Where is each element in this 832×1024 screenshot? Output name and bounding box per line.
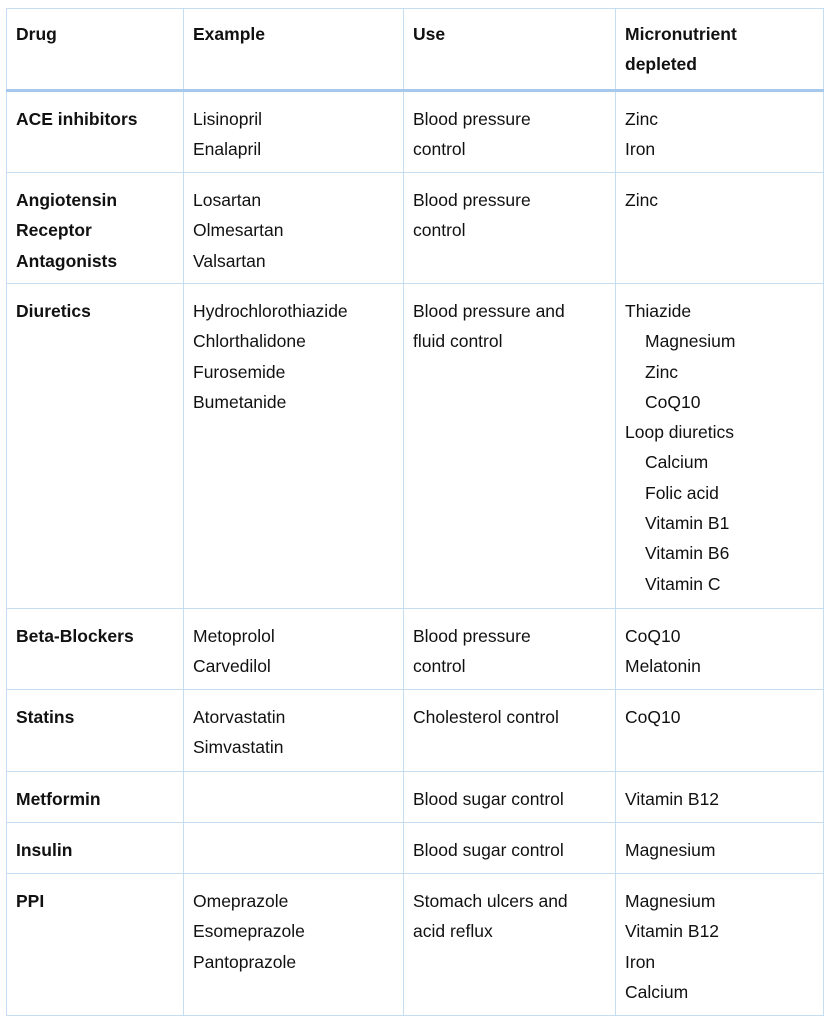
micronutrient-subitem: Vitamin B6	[645, 543, 730, 564]
cell-drug	[7, 173, 184, 284]
use-line: Cholesterol control	[413, 707, 559, 727]
cell-example	[184, 823, 404, 874]
use-line: control	[413, 139, 466, 160]
drug-line: Angiotensin	[16, 190, 118, 210]
cell-use	[404, 690, 616, 772]
micronutrient-item: CoQ10	[625, 626, 681, 646]
micronutrient-item: Iron	[625, 139, 656, 160]
cell-use	[404, 772, 616, 823]
micronutrient-item: Magnesium	[625, 840, 716, 860]
table-row	[7, 874, 824, 1016]
cell-drug	[7, 772, 184, 823]
use-line: Blood sugar control	[413, 840, 564, 860]
micronutrient-item: Magnesium	[625, 891, 716, 911]
cell-micronutrient	[616, 690, 824, 772]
drug-line: Antagonists	[16, 250, 118, 271]
cell-drug	[7, 690, 184, 772]
table-row	[7, 284, 824, 609]
use-line: Blood pressure	[413, 190, 531, 210]
micronutrient-item: Melatonin	[625, 656, 701, 677]
micronutrient-item: Loop diuretics	[625, 422, 734, 443]
cell-use	[404, 284, 616, 609]
header-micronutrient-line: Micronutrient	[625, 24, 737, 44]
micronutrient-subitem: Vitamin B1	[645, 513, 730, 534]
example-line: Atorvastatin	[193, 707, 286, 727]
example-line: Lisinopril	[193, 109, 263, 129]
table-row	[7, 823, 824, 874]
example-line: Metoprolol	[193, 626, 275, 646]
cell-use	[404, 173, 616, 284]
drug-line: Insulin	[16, 840, 73, 860]
cell-micronutrient	[616, 823, 824, 874]
header-use: Use	[404, 9, 616, 91]
micronutrient-subitem: Zinc	[645, 361, 679, 382]
use-line: Stomach ulcers and	[413, 891, 568, 911]
example-line: Valsartan	[193, 250, 266, 271]
drug-line: Beta-Blockers	[16, 626, 134, 646]
micronutrient-item: Iron	[625, 951, 656, 972]
example-line: Simvastatin	[193, 737, 284, 758]
cell-use	[404, 823, 616, 874]
micronutrient-item: Vitamin B12	[625, 921, 720, 942]
micronutrient-item: Vitamin B12	[625, 789, 720, 809]
cell-drug	[7, 874, 184, 1016]
example-line: Omeprazole	[193, 891, 289, 911]
table-row	[7, 772, 824, 823]
header-micronutrient	[616, 9, 824, 91]
table-row	[7, 91, 824, 173]
table-row	[7, 609, 824, 690]
cell-micronutrient	[616, 284, 824, 609]
cell-micronutrient	[616, 609, 824, 690]
cell-drug	[7, 284, 184, 609]
example-line: Bumetanide	[193, 391, 287, 412]
drug-line: ACE inhibitors	[16, 109, 138, 129]
table-header-row	[7, 9, 824, 91]
cell-example	[184, 284, 404, 609]
cell-drug	[7, 609, 184, 690]
cell-drug	[7, 823, 184, 874]
example-line: Olmesartan	[193, 220, 284, 241]
micronutrient-item: CoQ10	[625, 707, 681, 727]
micronutrient-subitem: CoQ10	[645, 391, 701, 412]
cell-micronutrient	[616, 874, 824, 1016]
cell-example	[184, 772, 404, 823]
use-line: Blood pressure	[413, 109, 531, 129]
example-line: Furosemide	[193, 361, 286, 382]
example-line: Enalapril	[193, 139, 262, 160]
example-line: Pantoprazole	[193, 951, 297, 972]
drug-line: Statins	[16, 707, 75, 727]
cell-use	[404, 91, 616, 173]
micronutrient-item: Zinc	[625, 109, 659, 129]
example-line: Esomeprazole	[193, 921, 305, 942]
use-line: control	[413, 220, 466, 241]
cell-micronutrient	[616, 91, 824, 173]
micronutrient-subitem: Magnesium	[645, 331, 736, 352]
use-line: fluid control	[413, 331, 503, 352]
micronutrient-subitem: Calcium	[645, 452, 709, 473]
micronutrient-subitem: Folic acid	[645, 482, 719, 503]
cell-use	[404, 874, 616, 1016]
micronutrient-subitem: Vitamin C	[645, 573, 721, 594]
drug-micronutrient-table	[6, 8, 824, 1016]
micronutrient-item: Zinc	[625, 190, 659, 210]
cell-example	[184, 173, 404, 284]
use-line: acid reflux	[413, 921, 493, 942]
use-line: Blood sugar control	[413, 789, 564, 809]
header-drug: Drug	[7, 9, 184, 91]
use-line: Blood pressure and	[413, 301, 565, 321]
cell-drug	[7, 91, 184, 173]
header-example: Example	[184, 9, 404, 91]
table-row	[7, 690, 824, 772]
drug-line: Receptor	[16, 220, 92, 241]
use-line: control	[413, 656, 466, 677]
cell-example	[184, 91, 404, 173]
drug-line: PPI	[16, 891, 45, 911]
drug-line: Metformin	[16, 789, 101, 809]
table-row	[7, 173, 824, 284]
example-line: Losartan	[193, 190, 262, 210]
cell-micronutrient	[616, 173, 824, 284]
micronutrient-item: Thiazide	[625, 301, 692, 321]
micronutrient-item: Calcium	[625, 981, 689, 1002]
cell-example	[184, 690, 404, 772]
drug-line: Diuretics	[16, 301, 91, 321]
cell-use	[404, 609, 616, 690]
use-line: Blood pressure	[413, 626, 531, 646]
cell-example	[184, 874, 404, 1016]
cell-example	[184, 609, 404, 690]
example-line: Carvedilol	[193, 656, 271, 677]
table-body	[7, 91, 824, 1016]
header-micronutrient-line: depleted	[625, 54, 697, 75]
example-line: Hydrochlorothiazide	[193, 301, 348, 321]
example-line: Chlorthalidone	[193, 331, 306, 352]
cell-micronutrient	[616, 772, 824, 823]
